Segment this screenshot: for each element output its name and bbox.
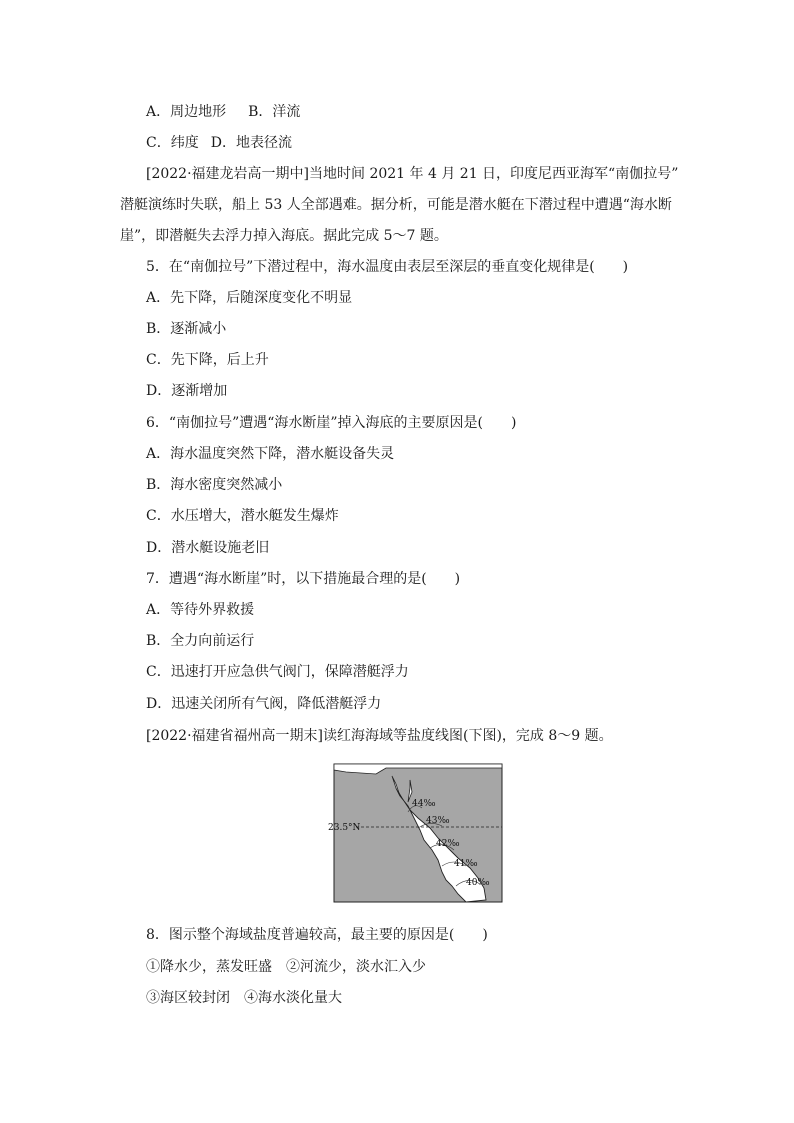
question-4-options-row-1 bbox=[146, 102, 694, 122]
question-6-stem: 6．“南伽拉号”遭遇“海水断崖”掉入海底的主要原因是( ) bbox=[146, 415, 517, 431]
q4-option-c: C．纬度 bbox=[146, 135, 199, 151]
isohaline-label-44: 44‰ bbox=[412, 799, 436, 809]
q6-option-a: A．海水温度突然下降，潜水艇设备失灵 bbox=[146, 446, 395, 462]
q7-option-c: C．迅速打开应急供气阀门，保障潜艇浮力 bbox=[146, 664, 409, 680]
question-7-stem: 7．遭遇“海水断崖”时，以下措施最合理的是( ) bbox=[146, 571, 461, 587]
intro-5-7-line-3: 崖”，即潜艇失去浮力掉入海底。据此完成 5～7 题。 bbox=[120, 228, 448, 244]
q8-statements-line-2: ③海区较封闭 ④海水淡化量大 bbox=[146, 990, 342, 1006]
q6-option-c: C．水压增大，潜水艇发生爆炸 bbox=[146, 508, 339, 524]
question-5-stem: 5．在“南伽拉号”下潜过程中，海水温度由表层至深层的垂直变化规律是( ) bbox=[146, 259, 629, 275]
q6-option-d: D．潜水艇设施老旧 bbox=[146, 540, 270, 556]
q6-option-b: B．海水密度突然减小 bbox=[146, 477, 283, 493]
q8-statements-line-1: ①降水少，蒸发旺盛 ②河流少，淡水汇入少 bbox=[146, 959, 426, 975]
q7-option-a: A．等待外界救援 bbox=[146, 602, 255, 618]
intro-5-7-line-1: [2022·福建龙岩高一期中]当地时间 2021 年 4 月 21 日，印度尼西亚海军“南伽拉号” bbox=[146, 166, 679, 182]
q4-option-d: D．地表径流 bbox=[210, 135, 292, 151]
map-svg bbox=[326, 762, 506, 904]
isohaline-label-40: 40‰ bbox=[466, 878, 490, 888]
q5-option-d: D．逐渐增加 bbox=[146, 383, 228, 399]
q5-option-c: C．先下降，后上升 bbox=[146, 352, 269, 368]
isohaline-label-43: 43‰ bbox=[426, 816, 450, 826]
latitude-label: 23.5°N bbox=[328, 823, 361, 833]
q7-option-d: D．迅速关闭所有气阀，降低潜艇浮力 bbox=[146, 696, 382, 712]
question-8-stem: 8．图示整个海域盐度普遍较高，最主要的原因是( ) bbox=[146, 927, 488, 943]
red-sea-isohaline-map bbox=[326, 762, 506, 904]
q5-option-a: A．先下降，后随深度变化不明显 bbox=[146, 290, 353, 306]
q4-option-b: B．洋流 bbox=[248, 104, 301, 120]
isohaline-label-42: 42‰ bbox=[436, 839, 460, 849]
isohaline-label-41: 41‰ bbox=[454, 859, 478, 869]
q5-option-b: B．逐渐减小 bbox=[146, 321, 227, 337]
intro-5-7-line-2: 潜艇演练时失联，船上 53 人全部遇难。据分析，可能是潜水艇在下潜过程中遭遇“海水断 bbox=[120, 197, 672, 213]
q7-option-b: B．全力向前运行 bbox=[146, 633, 255, 649]
q4-option-a: A．周边地形 bbox=[146, 104, 227, 120]
intro-8-9: [2022·福建省福州高一期末]读红海海域等盐度线图(下图)，完成 8～9 题。 bbox=[146, 728, 613, 744]
question-4-options-row-2 bbox=[146, 133, 694, 153]
